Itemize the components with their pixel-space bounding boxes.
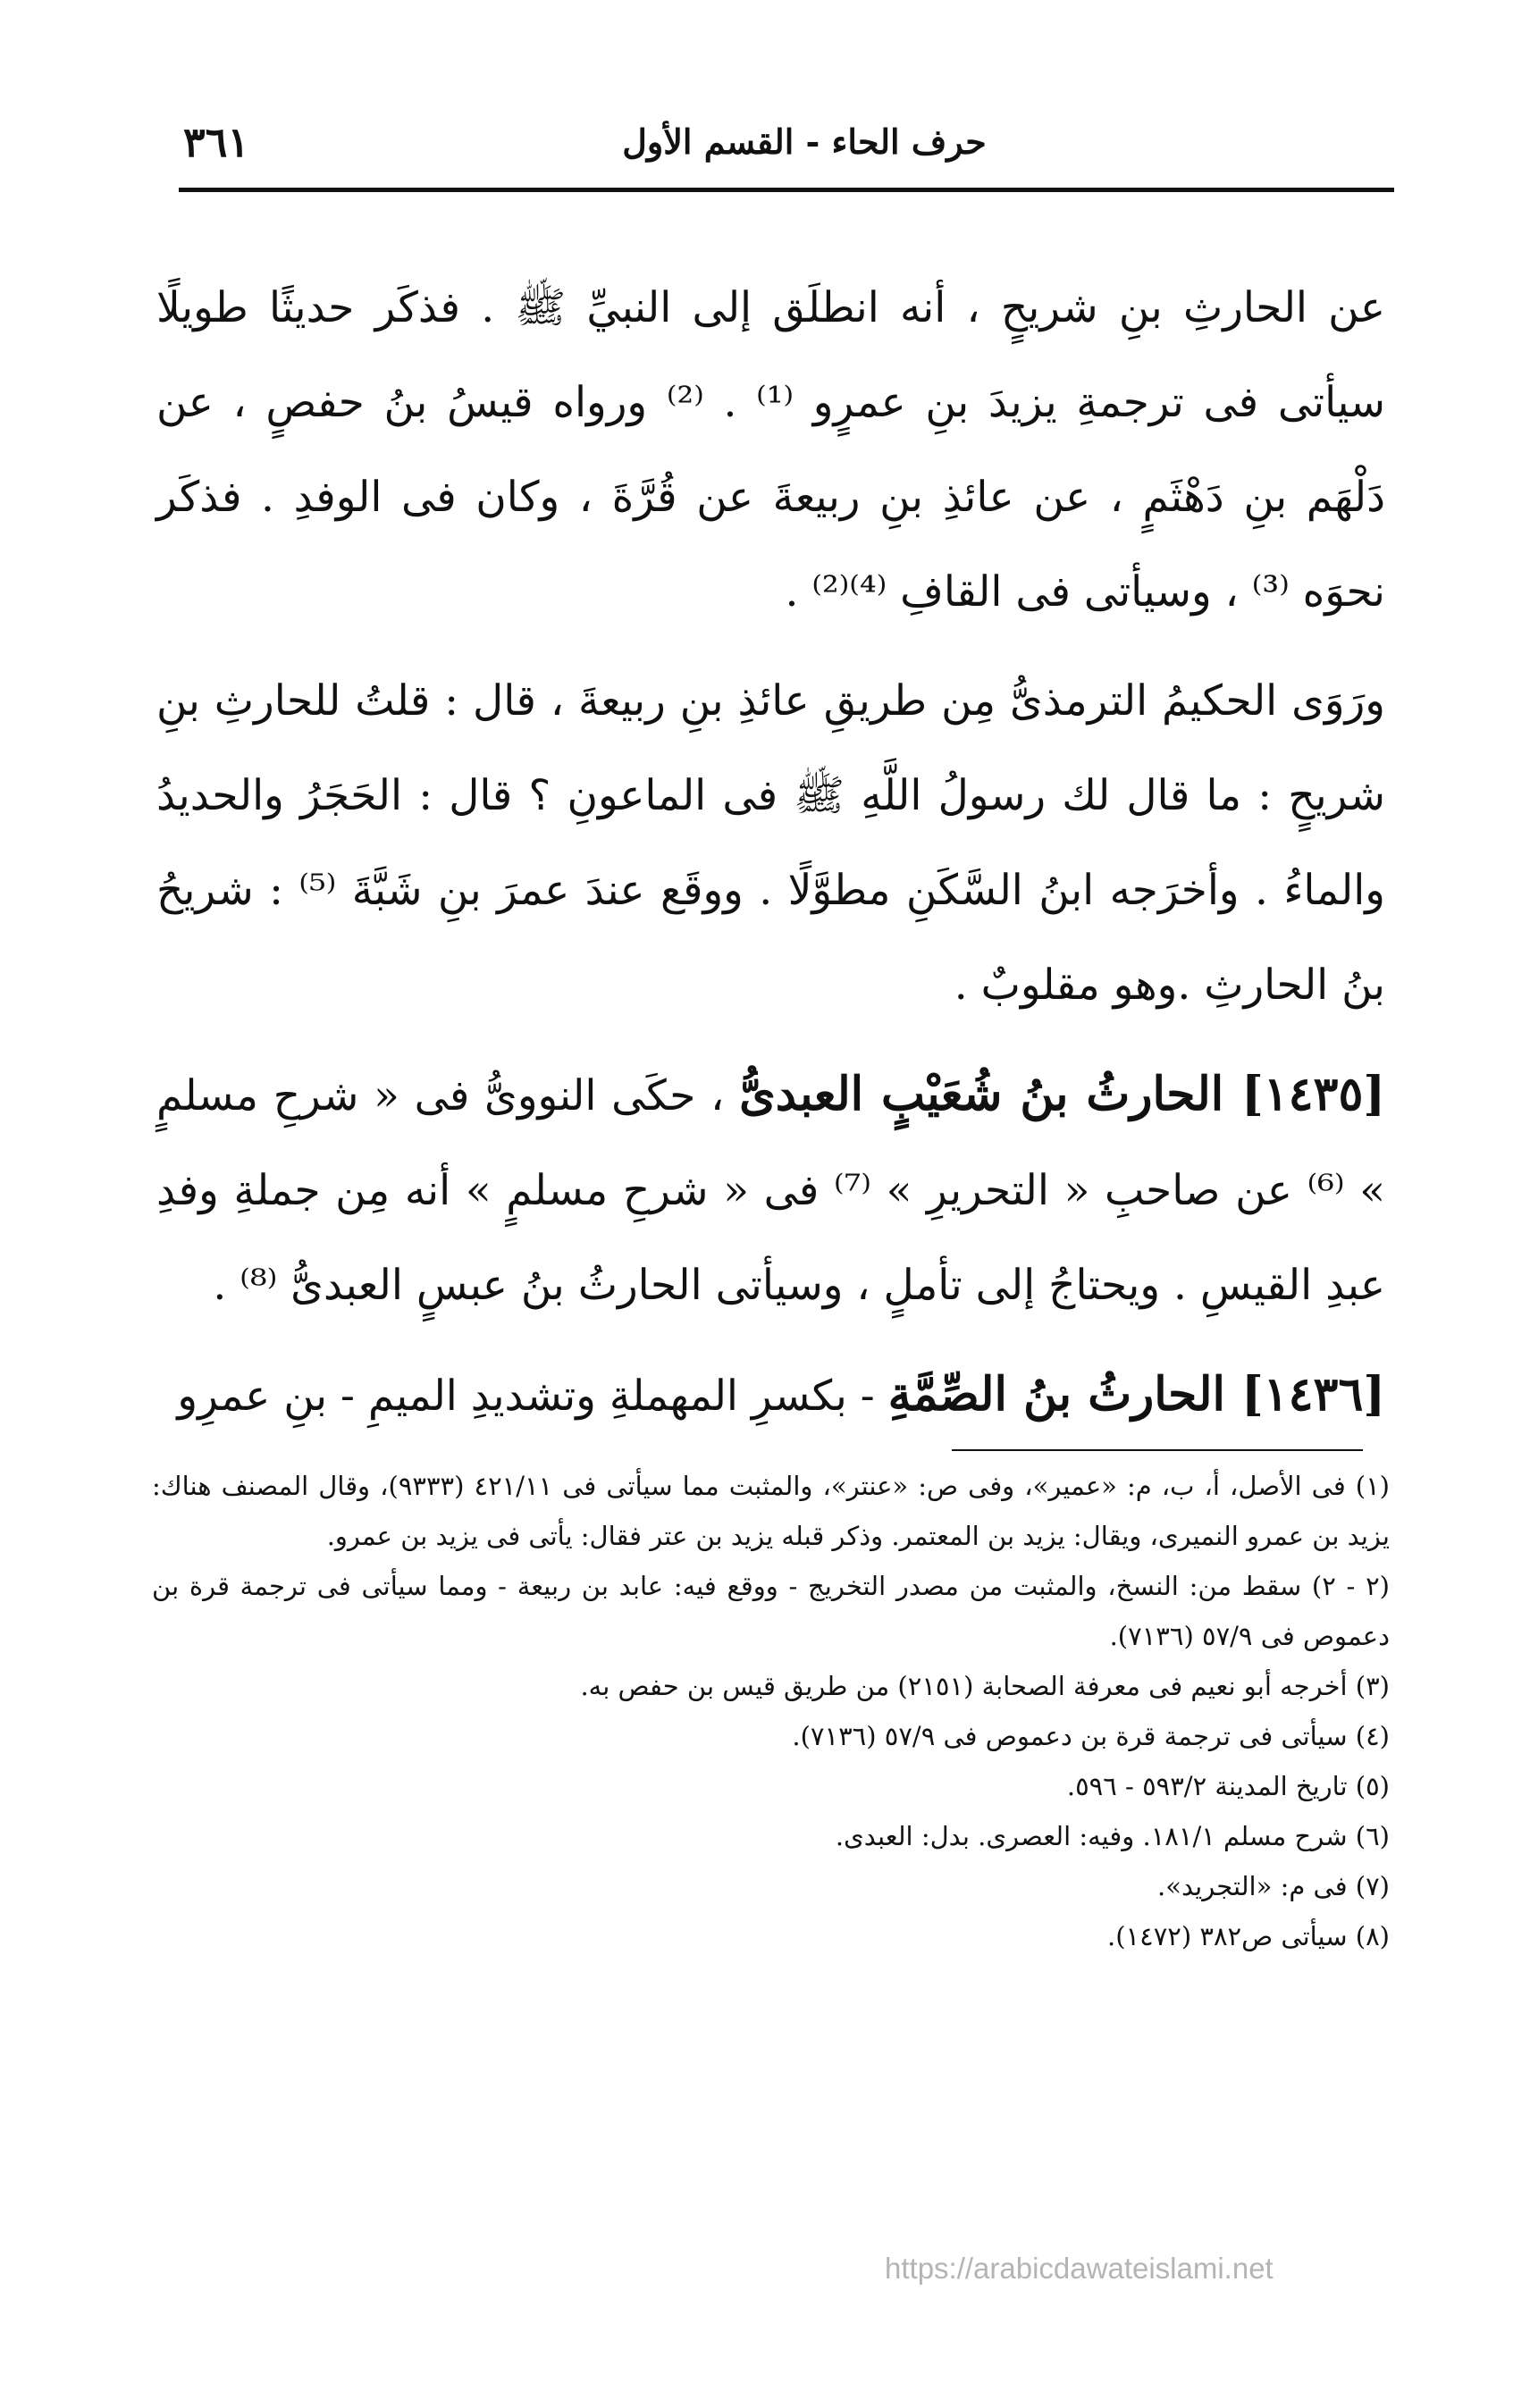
running-title: حرف الحاء - القسم الأول	[622, 122, 987, 162]
entry-1435	[156, 1047, 1385, 1333]
footnote: (١) فى الأصل، أ، ب، م: «عمير»، وفى ص: «عنتر»، والمثبت مما سيأتى فى ٤٢١/١١ (٩٣٣٣)، وقال المصنف هناك: يزيد بن عمرو النميرى، ويقال: يزيد بن المعتمر. وذكر قبله يزيد بن عتر فقال: يأتى فى يزيد بن عمرو.	[152, 1471, 1390, 1551]
footnote: (٨) سيأتى ص٣٨٢ (١٤٧٢).	[1107, 1921, 1390, 1951]
entry-text: - بكسرِ المهملةِ وتشديدِ الميمِ - بنِ عمرِو	[177, 1372, 875, 1421]
page-number: ٣٦١	[183, 118, 250, 166]
main-text	[156, 261, 1385, 1444]
entry-heading: [١٤٣٦] الحارثُ بنُ الصِّمَّةِ	[887, 1367, 1385, 1422]
watermark-url: https://arabicdawateislami.net	[885, 2252, 1274, 2285]
footnote-rule	[952, 1449, 1363, 1451]
entry-1436	[156, 1347, 1385, 1444]
paragraph: ورَوَى الحكيمُ الترمذىُّ مِن طريقِ عائذِ بنِ ربيعةَ ، قال : قلتُ للحارثِ بنِ شريحٍ : ما قال لك رسولُ اللَّهِ ﷺ فى الماعونِ ؟ قال : الحَجَرُ والحديدُ والماءُ . وأخرَجه ابنُ السَّكَنِ مطوَّلًا . ووقَع عندَ عمرَ بنِ شَبَّةَ ⁽⁵⁾ : شريحُ بنُ الحارثِ .وهو مقلوبٌ .	[156, 676, 1385, 1010]
footnote: (٧) فى م: «التجريد».	[1157, 1871, 1390, 1901]
footnotes	[152, 1461, 1390, 1961]
entry-text: ، حكَى النووىُّ فى « شرحِ مسلمٍ » ⁽⁶⁾ عن صاحبِ « التحريرِ » ⁽⁷⁾ فى « شرحِ مسلمٍ » أنه مِن جملةِ وفدِ عبدِ القيسِ . ويحتاجُ إلى تأملٍ ، وسيأتى الحارثُ بنُ عبسٍ العبدىُّ ⁽⁸⁾ .	[156, 1071, 1385, 1310]
header-rule	[179, 188, 1394, 192]
footnote: (٤) سيأتى فى ترجمة قرة بن دعموص فى ٥٧/٩ (٧١٣٦).	[792, 1721, 1390, 1751]
entry-heading: [١٤٣٥] الحارثُ بنُ شُعَيْبٍ العبدىُّ	[739, 1067, 1386, 1121]
footnote: (٥) تاريخ المدينة ٥٩٣/٢ - ٥٩٦.	[1066, 1771, 1390, 1801]
footnote: (٢ - ٢) سقط من: النسخ، والمثبت من مصدر التخريج - ووقع فيه: عابد بن ربيعة - ومما سيأتى فى ترجمة قرة بن دعموص فى ٥٧/٩ (٧١٣٦).	[152, 1571, 1390, 1651]
footnote: (٣) أخرجه أبو نعيم فى معرفة الصحابة (٢١٥١) من طريق قيس بن حفص به.	[580, 1671, 1390, 1701]
footnote: (٦) شرح مسلم ١٨١/١. وفيه: العصرى. بدل: العبدى.	[835, 1821, 1390, 1851]
paragraph: عن الحارثِ بنِ شريحٍ ، أنه انطلَق إلى النبيِّ ﷺ . فذكَر حديثًا طويلًا سيأتى فى ترجمةِ يزيدَ بنِ عمرٍو ⁽¹⁾ . ⁽²⁾ ورواه قيسُ بنُ حفصٍ ، عن دَلْهَم بنِ دَهْثَمٍ ، عن عائذِ بنِ ربيعةَ عن قُرَّةَ ، وكان فى الوفدِ . فذكَر نحوَه ⁽³⁾ ، وسيأتى فى القافِ ⁽⁴⁾⁽²⁾ .	[156, 283, 1386, 617]
page-header	[179, 118, 1394, 180]
